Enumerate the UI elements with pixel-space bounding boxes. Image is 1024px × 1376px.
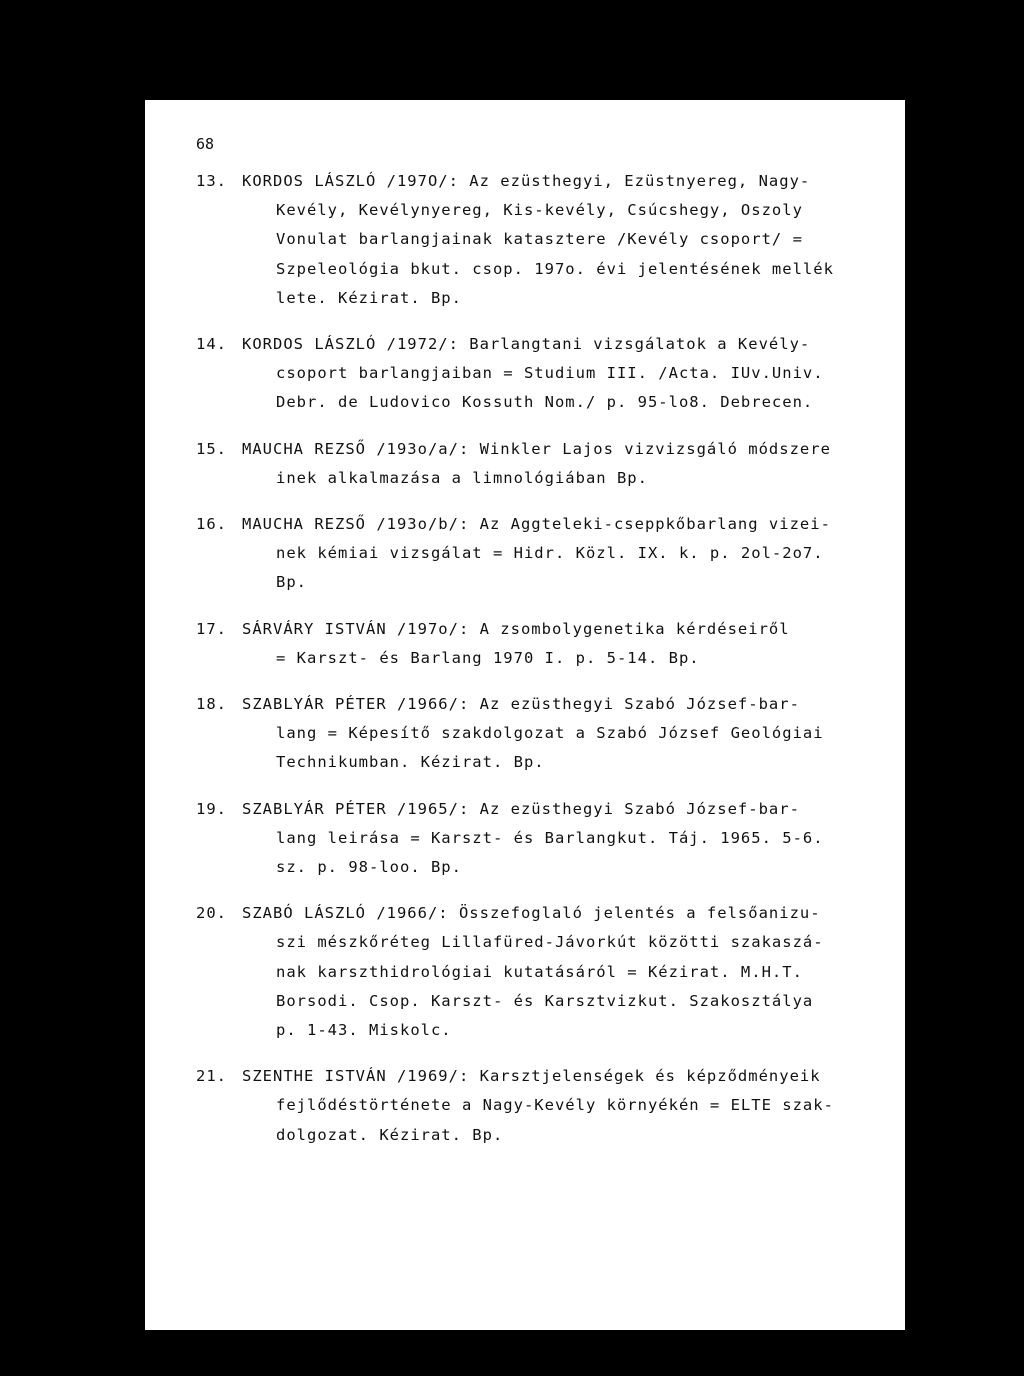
entry-line: csoport barlangjaiban = Studium III. /Acta. IUv.Univ. — [276, 364, 824, 383]
entry-line: Kevély, Kevélynyereg, Kis-kevély, Csúcshegy, Oszoly — [276, 201, 803, 220]
entry-line: nak karszthidrológiai kutatásáról = Kézirat. M.H.T. — [276, 962, 803, 981]
entry-line: Bp. — [276, 573, 307, 592]
entry-line: SZENTHE ISTVÁN /1969/: Karsztjelenségek és képződményeik — [242, 1067, 821, 1086]
bibliography-entry-15 — [196, 435, 896, 493]
entry-line: fejlődéstörténete a Nagy-Kevély környékén = ELTE szak- — [276, 1096, 834, 1115]
bibliography-entry-18 — [196, 690, 896, 778]
entry-line: SZABLYÁR PÉTER /1965/: Az ezüsthegyi Szabó József-bar- — [242, 799, 800, 818]
entry-number: 21. — [196, 1067, 227, 1086]
entry-line: nek kémiai vizsgálat = Hidr. Közl. IX. k. p. 2ol-2o7. — [276, 544, 824, 563]
bibliography-entry-14 — [196, 330, 896, 418]
entry-line: MAUCHA REZSŐ /193o/a/: Winkler Lajos vizvizsgáló módszere — [242, 439, 831, 458]
entry-line: = Karszt- és Barlang 1970 I. p. 5-14. Bp. — [276, 648, 700, 667]
entry-line: Debr. de Ludovico Kossuth Nom./ p. 95-lo8. Debrecen. — [276, 393, 814, 412]
entry-number: 19. — [196, 799, 227, 818]
bibliography-entry-19 — [196, 795, 896, 883]
bibliography-entry-16 — [196, 510, 896, 598]
bibliography-list — [196, 167, 896, 1167]
entry-line: MAUCHA REZSŐ /193o/b/: Az Aggteleki-cseppkőbarlang vizei- — [242, 515, 831, 534]
entry-number: 18. — [196, 695, 227, 714]
entry-line: lang = Képesítő szakdolgozat a Szabó József Geológiai — [276, 724, 824, 743]
entry-line: inek alkalmazása a limnológiában Bp. — [276, 468, 648, 487]
entry-line: SZABLYÁR PÉTER /1966/: Az ezüsthegyi Szabó József-bar- — [242, 695, 800, 714]
entry-line: sz. p. 98-loo. Bp. — [276, 858, 462, 877]
entry-line: Vonulat barlangjainak katasztere /Kevély csoport/ = — [276, 230, 803, 249]
entry-line: lete. Kézirat. Bp. — [276, 288, 462, 307]
entry-line: SZABÓ LÁSZLÓ /1966/: Összefoglaló jelentés a felsőanizu- — [242, 904, 821, 923]
entry-line: lang leirása = Karszt- és Barlangkut. Táj. 1965. 5-6. — [276, 828, 824, 847]
entry-line: KORDOS LÁSZLÓ /197O/: Az ezüsthegyi, Ezüstnyereg, Nagy- — [242, 172, 811, 190]
entry-line: dolgozat. Kézirat. Bp. — [276, 1125, 504, 1144]
entry-line: SÁRVÁRY ISTVÁN /197o/: A zsombolygenetika kérdéseiről — [242, 619, 790, 638]
entry-line: szi mészkőréteg Lillafüred-Jávorkút közötti szakaszá- — [276, 933, 824, 952]
bibliography-entry-13 — [196, 167, 896, 313]
entry-number: 15. — [196, 439, 227, 458]
entry-line: Szpeleológia bkut. csop. 197o. évi jelentésének mellék — [276, 259, 834, 278]
entry-line: p. 1-43. Miskolc. — [276, 1021, 452, 1040]
entry-line: Borsodi. Csop. Karszt- és Karsztvizkut. Szakosztálya — [276, 991, 814, 1010]
entry-number: 16. — [196, 515, 227, 534]
bibliography-entry-21 — [196, 1062, 896, 1150]
entry-line: Technikumban. Kézirat. Bp. — [276, 753, 545, 772]
entry-number: 17. — [196, 619, 227, 638]
entry-number: 13. — [196, 172, 227, 190]
bibliography-entry-17 — [196, 615, 896, 673]
entry-number: 14. — [196, 335, 227, 354]
page-number: 68 — [196, 135, 215, 153]
bibliography-entry-20 — [196, 899, 896, 1045]
entry-line: KORDOS LÁSZLÓ /1972/: Barlangtani vizsgálatok a Kevély- — [242, 335, 811, 354]
entry-number: 20. — [196, 904, 227, 923]
